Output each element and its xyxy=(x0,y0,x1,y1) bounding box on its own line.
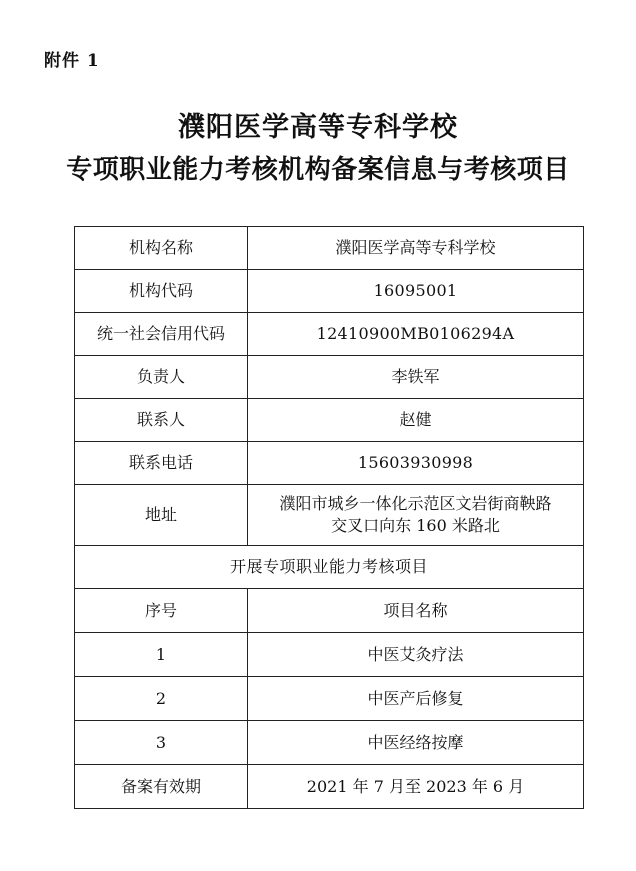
address-line-2: 交叉口向东 160 米路北 xyxy=(331,516,500,535)
table-row-credit-code xyxy=(75,313,584,356)
table-row-address xyxy=(75,485,584,546)
attachment-label: 附件 1 xyxy=(44,51,100,71)
code-value: 16095001 xyxy=(248,270,584,313)
table-row-validity xyxy=(75,765,584,809)
project-name: 中医艾灸疗法 xyxy=(248,633,584,677)
validity-value: 2021 年 7 月至 2023 年 6 月 xyxy=(248,765,584,809)
address-value xyxy=(248,485,584,546)
index-column-header: 序号 xyxy=(75,589,248,633)
table-row-project xyxy=(75,721,584,765)
table-row-name xyxy=(75,227,584,270)
credit-code-label: 统一社会信用代码 xyxy=(75,313,248,356)
table-row-code xyxy=(75,270,584,313)
validity-label: 备案有效期 xyxy=(75,765,248,809)
phone-label: 联系电话 xyxy=(75,442,248,485)
table-row-principal xyxy=(75,356,584,399)
contact-label: 联系人 xyxy=(75,399,248,442)
table-row-section-title xyxy=(75,546,584,589)
code-label: 机构代码 xyxy=(75,270,248,313)
address-label: 地址 xyxy=(75,485,248,546)
project-index: 3 xyxy=(75,721,248,765)
project-index: 1 xyxy=(75,633,248,677)
contact-value: 赵健 xyxy=(248,399,584,442)
name-value: 濮阳医学高等专科学校 xyxy=(248,227,584,270)
document-subtitle: 专项职业能力考核机构备案信息与考核项目 xyxy=(66,155,570,185)
phone-value: 15603930998 xyxy=(248,442,584,485)
principal-label: 负责人 xyxy=(75,356,248,399)
credit-code-value: 12410900MB0106294A xyxy=(248,313,584,356)
table-row-phone xyxy=(75,442,584,485)
table-row-project-header xyxy=(75,589,584,633)
principal-value: 李铁军 xyxy=(248,356,584,399)
project-name-column-header: 项目名称 xyxy=(248,589,584,633)
table-row-project xyxy=(75,633,584,677)
document-title: 濮阳医学高等专科学校 xyxy=(178,112,458,143)
address-line-1: 濮阳市城乡一体化示范区文岩街商鞅路 xyxy=(279,494,552,513)
project-index: 2 xyxy=(75,677,248,721)
table-row-contact xyxy=(75,399,584,442)
name-label: 机构名称 xyxy=(75,227,248,270)
projects-section-title: 开展专项职业能力考核项目 xyxy=(75,546,584,589)
project-name: 中医经络按摩 xyxy=(248,721,584,765)
table-row-project xyxy=(75,677,584,721)
project-name: 中医产后修复 xyxy=(248,677,584,721)
registration-table xyxy=(74,226,584,809)
